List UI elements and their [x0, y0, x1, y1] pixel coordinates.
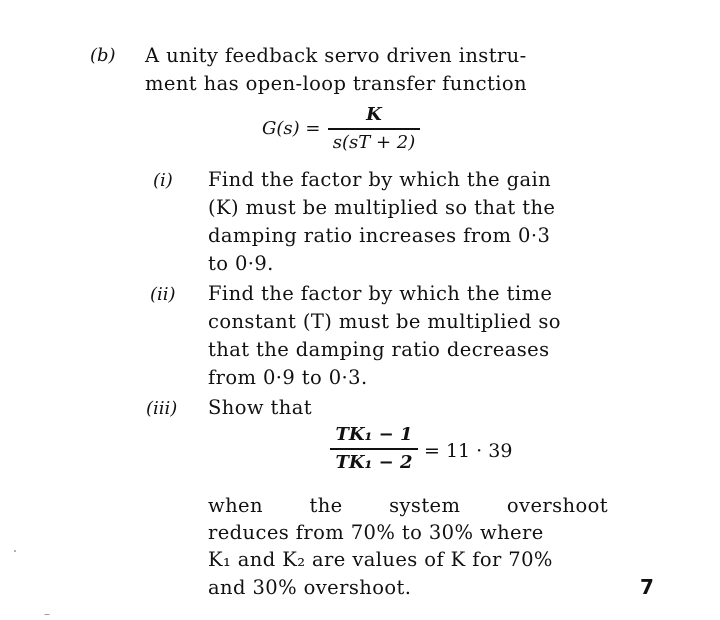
- overshoot-equation-denominator: TK₁ − 2: [335, 451, 413, 473]
- subpart-iii-after-line-4: and 30% overshoot.: [208, 576, 412, 599]
- scan-speck: [14, 550, 16, 552]
- transfer-function-numerator: K: [366, 104, 382, 125]
- subpart-i-line-2: (K) must be multiplied so that the: [208, 196, 556, 219]
- fraction-bar: [330, 448, 418, 450]
- part-label: (b): [90, 45, 116, 66]
- subpart-iii-label: (iii): [146, 398, 178, 419]
- overshoot-equation-numerator: TK₁ − 1: [335, 424, 413, 445]
- subpart-i-line-1: Find the factor by which the gain: [208, 168, 552, 191]
- transfer-function-denominator: s(sT + 2): [332, 131, 416, 153]
- subpart-iii-line-1: Show that: [208, 396, 313, 419]
- subpart-ii-line-4: from 0·9 to 0·3.: [208, 366, 368, 389]
- intro-line-1: A unity feedback servo driven instru-: [145, 44, 527, 67]
- subpart-i-line-3: damping ratio increases from 0·3: [208, 224, 551, 247]
- intro-line-2: ment has open-loop transfer function: [145, 72, 527, 95]
- marks-value: 7: [640, 575, 654, 599]
- overshoot-equation-rhs: = 11 · 39: [424, 440, 513, 462]
- subpart-ii-line-1: Find the factor by which the time: [208, 282, 553, 305]
- subpart-ii-label: (ii): [150, 284, 176, 305]
- subpart-i-line-4: to 0·9.: [208, 252, 274, 275]
- subpart-iii-after-line-1: [208, 494, 608, 517]
- transfer-function-fraction: [328, 104, 420, 154]
- subpart-iii-after-line-3: K₁ and K₂ are values of K for 70%: [208, 548, 553, 571]
- scan-speck: [44, 614, 50, 615]
- subpart-ii-line-2: constant (T) must be multiplied so: [208, 310, 561, 333]
- subpart-ii-line-3: that the damping ratio decreases: [208, 338, 550, 361]
- subpart-iii-after-line-1-text: when the system overshoot: [208, 494, 608, 517]
- transfer-function-lhs: G(s) =: [262, 118, 321, 139]
- subpart-iii-after-line-2: reduces from 70% to 30% where: [208, 521, 544, 544]
- overshoot-equation-fraction: [330, 424, 418, 474]
- fraction-bar: [328, 128, 420, 130]
- subpart-i-label: (i): [153, 170, 173, 191]
